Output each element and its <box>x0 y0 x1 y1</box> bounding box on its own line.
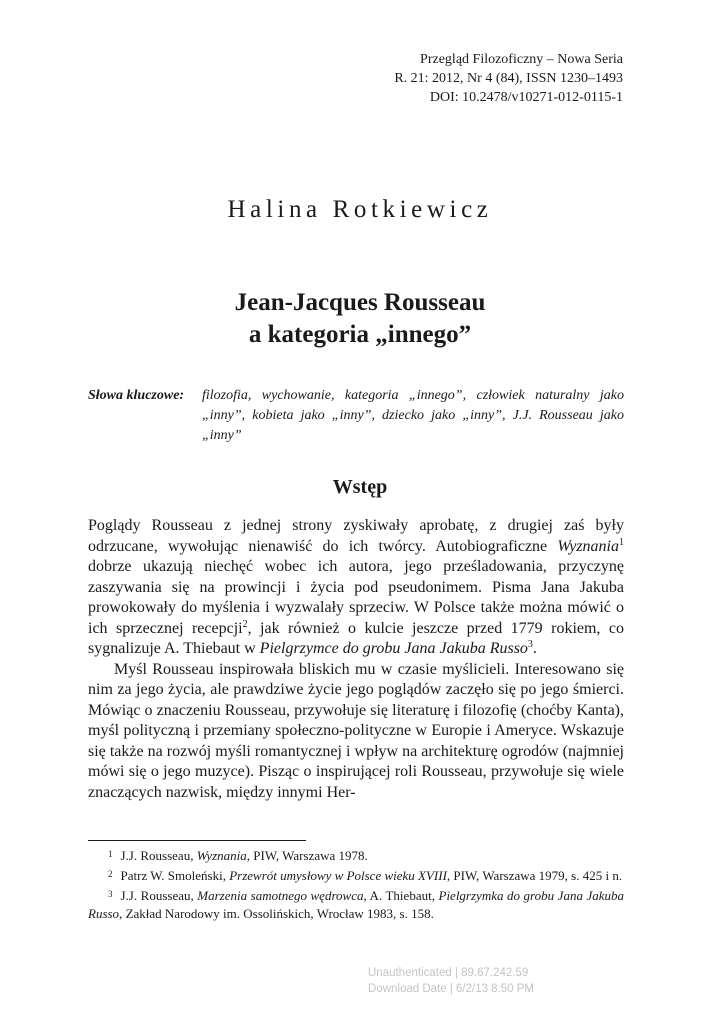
watermark-line-1: Unauthenticated | 89.67.242.59 <box>368 967 529 979</box>
article-title <box>0 287 720 351</box>
footnote-divider <box>88 840 306 841</box>
footnote-work-title: Przewrót umysłowy w Polsce wieku XVIII <box>229 868 447 883</box>
footnote-ref-2: 2 <box>242 618 248 630</box>
footnote-work-title: Wyznania <box>196 848 247 863</box>
paragraph-1-text-c: , jak również o kulcie jeszcze przed 1779 rokiem, co sygnalizuje A. Thiebaut w <box>88 619 624 657</box>
footnote-text: J.J. Rousseau, <box>120 848 197 863</box>
watermark-line-2: Download Date | 6/2/13 8:50 PM <box>368 983 535 995</box>
body-text <box>88 516 624 803</box>
paragraph-1-text-b: dobrze ukazują niechęć wobec ich autora, jego prześladowania, przyczynę zaszywania się na prowincji i życia pod pseudonimem. Pisma Jana Jakuba prowokowały do myślenia i wyzwalały sprzeciw. W Polsce także można mówić o ich sprzecznej recepcji <box>88 558 624 637</box>
download-watermark <box>368 965 534 997</box>
journal-doi: DOI: 10.2478/v10271-012-0115-1 <box>429 90 623 105</box>
footnote-text: J.J. Rousseau, <box>120 888 198 903</box>
journal-issue: R. 21: 2012, Nr 4 (84), ISSN 1230–1493 <box>394 71 623 86</box>
footnote-text: Patrz W. Smoleński, <box>120 868 230 883</box>
paragraph-1-text-d: . <box>532 640 537 657</box>
work-title-pielgrzymka: Pielgrzymce do grobu Jana Jakuba Russo <box>259 640 528 657</box>
author-name: Halina Rotkiewicz <box>227 196 493 223</box>
footnote-number: 1 <box>108 849 113 859</box>
footnote-text: , PIW, Warszawa 1979, s. 425 i n. <box>446 868 623 883</box>
title-line-1: Jean-Jacques Rousseau <box>234 289 486 316</box>
work-title-wyznania: Wyznania <box>557 537 619 555</box>
paragraph-1-text-a: Poglądy Rousseau z jednej strony zyskiwały aprobatę, z drugiej zaś były odrzucane, wywołując nienawiść do ich twórcy. Autobiograficzne <box>88 517 624 555</box>
keywords-block <box>88 386 624 446</box>
section-heading: Wstęp <box>332 476 388 498</box>
footnote-ref-3: 3 <box>527 639 533 650</box>
footnote-number: 3 <box>108 889 113 899</box>
footnote-number: 2 <box>108 869 113 879</box>
journal-header <box>394 50 623 107</box>
footnote-text: , PIW, Warszawa 1978. <box>246 848 368 863</box>
paragraph-2: Myśl Rousseau inspirowała bliskich mu w czasie myślicieli. Interesowano się nim za jego życia, ale prawdziwe życie jego poglądów zaczęło się po jego śmierci. Mówiąc o znaczeniu Rousseau, przywołuje się literaturę i filozofię (choćby Kanta), myśl polityczną i przemiany społeczno-polityczne w Europie i Ameryce. Wskazuje się także na rozwój myśli romantycznej i wpływ na architekturę ogrodów (najmniej mówi się o jego muzyce). Pisząc o inspirującej roli Rousseau, przywołuje się wiele znaczących nazwisk, między innymi Her- <box>88 660 624 801</box>
footnote-ref-1: 1 <box>619 536 624 548</box>
footnote-text: , Zakład Narodowy im. Ossolińskich, Wrocław 1983, s. 158. <box>119 906 434 921</box>
footnote-1 <box>88 845 624 865</box>
footnote-work-title: Pielgrzymka do grobu Jana Jakuba Russo <box>88 888 625 921</box>
journal-name: Przegląd Filozoficzny – Nowa Seria <box>420 52 623 67</box>
footnote-text: , A. Thiebaut, <box>363 888 439 903</box>
keywords-text: filozofia, wychowanie, kategoria „innego”, człowiek naturalny jako „inny”, kobieta jako „inny”, dziecko jako „inny”, J.J. Rousseau jako „inny” <box>202 388 624 443</box>
footnotes <box>88 845 624 923</box>
footnote-work-title: Marzenia samotnego wędrowca <box>197 888 364 903</box>
paragraph-1 <box>88 516 624 660</box>
footnote-3 <box>88 885 624 923</box>
keywords-label: Słowa kluczowe: <box>88 388 185 403</box>
title-line-2: a kategoria „innego” <box>248 321 472 348</box>
footnote-2 <box>88 865 624 885</box>
